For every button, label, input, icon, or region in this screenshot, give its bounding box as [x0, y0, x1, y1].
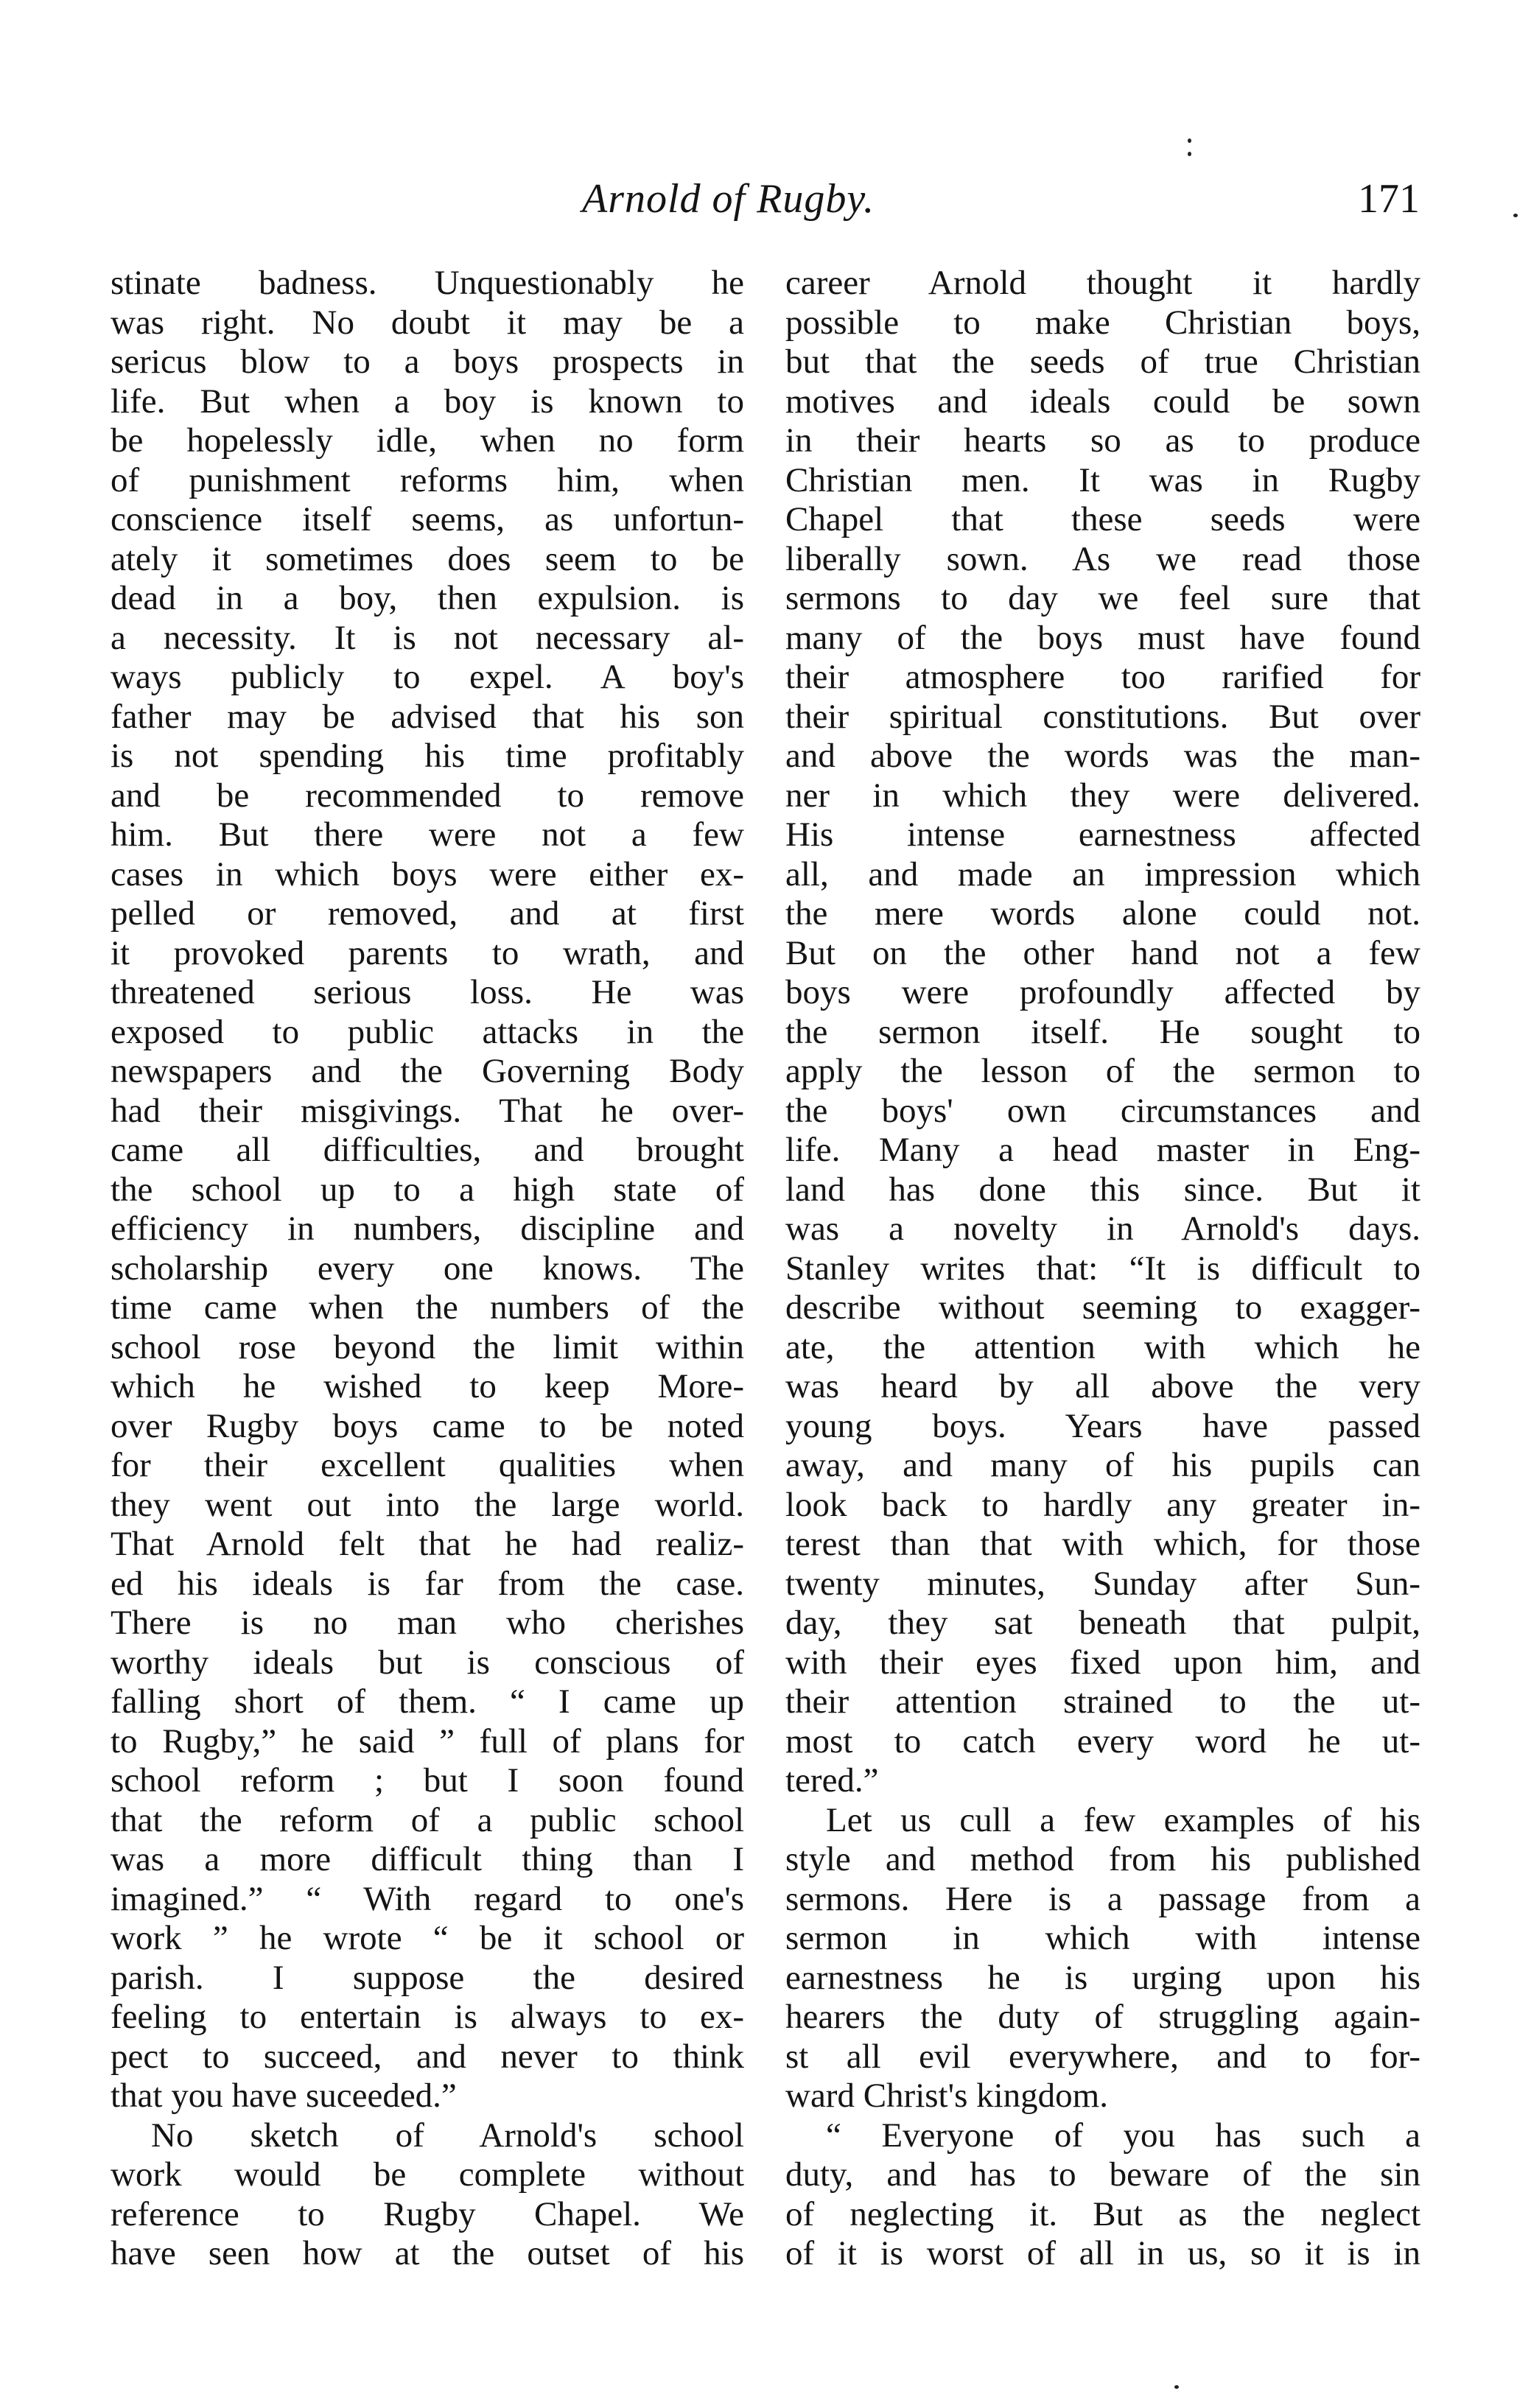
text-line: was a novelty in Arnold's days.: [785, 1210, 1420, 1248]
text-line: but that the seeds of true Christian: [785, 343, 1420, 381]
speck-mark: [1188, 152, 1191, 156]
text-line: No sketch of Arnold's school: [151, 2116, 744, 2155]
text-line: life. Many a head master in Eng-: [785, 1131, 1420, 1169]
text-line: land has done this since. But it: [785, 1170, 1420, 1209]
text-line: ately it sometimes does seem to be: [111, 539, 744, 578]
text-line: dead in a boy, then expulsion. is: [111, 579, 744, 617]
text-line: life. But when a boy is known to: [111, 382, 744, 421]
text-line: earnestness he is urging upon his: [785, 1958, 1420, 1997]
text-line: pect to succeed, and never to think: [111, 2037, 744, 2076]
text-line: sermon in which with intense: [785, 1919, 1420, 1957]
text-line: possible to make Christian boys,: [785, 303, 1420, 342]
text-line: motives and ideals could be sown: [785, 382, 1420, 421]
text-line: was a more difficult thing than I: [111, 1840, 744, 1878]
text-line: look back to hardly any greater in-: [785, 1485, 1420, 1524]
text-line: of neglecting it. But as the neglect: [785, 2194, 1420, 2233]
text-line: tered.”: [785, 1761, 879, 1800]
text-line: and above the words was the man-: [785, 737, 1420, 775]
text-line: career Arnold thought it hardly: [785, 264, 1420, 302]
text-line: newspapers and the Governing Body: [111, 1052, 744, 1090]
running-header: [0, 175, 1531, 242]
text-line: stinate badness. Unquestionably he: [111, 264, 744, 302]
text-line: time came when the numbers of the: [111, 1288, 744, 1327]
text-line: liberally sown. As we read those: [785, 539, 1420, 578]
text-line: their attention strained to the ut-: [785, 1682, 1420, 1721]
text-line: in their hearts so as to produce: [785, 421, 1420, 460]
text-line: was heard by all above the very: [785, 1367, 1420, 1405]
text-line: feeling to entertain is always to ex-: [111, 1998, 744, 2036]
text-line: cases in which boys were either ex-: [111, 854, 744, 894]
text-line: be hopelessly idle, when no form: [111, 421, 744, 460]
text-line: falling short of them. “ I came up: [111, 1682, 744, 1721]
text-line: that you have suceeded.”: [111, 2077, 457, 2115]
text-line: ner in which they were delivered.: [785, 776, 1420, 815]
text-line: their atmosphere too rarified for: [785, 658, 1420, 696]
text-line: the sermon itself. He sought to: [785, 1012, 1420, 1051]
text-line: Let us cull a few examples of his: [826, 1800, 1420, 1839]
text-line: most to catch every word he ut-: [785, 1721, 1420, 1761]
text-line: exposed to public attacks in the: [111, 1012, 744, 1051]
text-line: the mere words alone could not.: [785, 894, 1420, 933]
text-line: But on the other hand not a few: [785, 933, 1420, 972]
running-title: Arnold of Rugby.: [582, 176, 875, 222]
text-line: father may be advised that his son: [111, 697, 744, 736]
text-line: to Rugby,” he said ” full of plans for: [111, 1721, 744, 1761]
text-line: parish. I suppose the desired: [111, 1958, 744, 1997]
text-line: work would be complete without: [111, 2155, 744, 2194]
text-line: away, and many of his pupils can: [785, 1446, 1420, 1484]
text-line: st all evil everywhere, and to for-: [785, 2037, 1420, 2076]
text-line: ate, the attention with which he: [785, 1327, 1420, 1366]
text-line: all, and made an impression which: [785, 854, 1420, 894]
text-line: twenty minutes, Sunday after Sun-: [785, 1564, 1420, 1603]
text-line: they went out into the large world.: [111, 1485, 744, 1524]
text-line: style and method from his published: [785, 1840, 1420, 1878]
text-line: describe without seeming to exagger-: [785, 1288, 1420, 1327]
text-line: young boys. Years have passed: [785, 1406, 1420, 1445]
text-line: Chapel that these seeds were: [785, 500, 1420, 538]
text-line: over Rugby boys came to be noted: [111, 1406, 744, 1445]
speck-mark: [1174, 2385, 1179, 2389]
text-line: terest than that with which, for those: [785, 1525, 1420, 1563]
text-line: of it is worst of all in us, so it is in: [785, 2234, 1420, 2272]
text-line: ways publicly to expel. A boy's: [111, 658, 744, 696]
right-text-column: [785, 264, 1420, 2274]
text-line: it provoked parents to wrath, and: [111, 933, 744, 972]
text-line: That Arnold felt that he had realiz-: [111, 1525, 744, 1563]
text-line: sermons to day we feel sure that: [785, 579, 1420, 617]
text-line: His intense earnestness affected: [785, 815, 1420, 854]
speck-mark: [1188, 138, 1191, 143]
text-line: hearers the duty of struggling again-: [785, 1998, 1420, 2036]
text-line: which he wished to keep More-: [111, 1367, 744, 1405]
text-line: for their excellent qualities when: [111, 1446, 744, 1484]
text-line: Stanley writes that: “It is difficult to: [785, 1249, 1420, 1288]
text-line: pelled or removed, and at first: [111, 894, 744, 933]
text-line: conscience itself seems, as unfortun-: [111, 500, 744, 538]
text-line: apply the lesson of the sermon to: [785, 1052, 1420, 1090]
text-line: is not spending his time profitably: [111, 737, 744, 775]
text-line: the boys' own circumstances and: [785, 1091, 1420, 1130]
text-line: had their misgivings. That he over-: [111, 1091, 744, 1130]
text-line: threatened serious loss. He was: [111, 973, 744, 1011]
text-line: “ Everyone of you has such a: [826, 2116, 1420, 2155]
text-line: have seen how at the outset of his: [111, 2234, 744, 2272]
text-line: There is no man who cherishes: [111, 1604, 744, 1642]
text-line: school rose beyond the limit within: [111, 1327, 744, 1366]
text-line: came all difficulties, and brought: [111, 1131, 744, 1169]
text-line: boys were profoundly affected by: [785, 973, 1420, 1011]
text-line: efficiency in numbers, discipline and: [111, 1210, 744, 1248]
text-line: school reform ; but I soon found: [111, 1761, 744, 1800]
text-line: and be recommended to remove: [111, 776, 744, 815]
text-line: imagined.” “ With regard to one's: [111, 1879, 744, 1918]
text-line: ed his ideals is far from the case.: [111, 1564, 744, 1603]
text-line: him. But there were not a few: [111, 815, 744, 854]
text-line: a necessity. It is not necessary al-: [111, 618, 744, 657]
text-line: that the reform of a public school: [111, 1800, 744, 1839]
text-line: the school up to a high state of: [111, 1170, 744, 1209]
speck-mark: [1513, 214, 1518, 217]
page-number: 171: [1358, 176, 1420, 222]
text-line: reference to Rugby Chapel. We: [111, 2194, 744, 2233]
text-line: duty, and has to beware of the sin: [785, 2155, 1420, 2194]
text-line: worthy ideals but is conscious of: [111, 1643, 744, 1682]
text-line: day, they sat beneath that pulpit,: [785, 1604, 1420, 1642]
text-line: ward Christ's kingdom.: [785, 2077, 1108, 2115]
text-line: sericus blow to a boys prospects in: [111, 343, 744, 381]
text-line: their spiritual constitutions. But over: [785, 697, 1420, 736]
text-line: Christian men. It was in Rugby: [785, 460, 1420, 499]
text-line: with their eyes fixed upon him, and: [785, 1643, 1420, 1682]
text-line: sermons. Here is a passage from a: [785, 1879, 1420, 1918]
text-line: many of the boys must have found: [785, 618, 1420, 657]
text-line: scholarship every one knows. The: [111, 1249, 744, 1288]
text-line: work ” he wrote “ be it school or: [111, 1919, 744, 1957]
text-line: was right. No doubt it may be a: [111, 303, 744, 342]
text-line: of punishment reforms him, when: [111, 460, 744, 499]
left-text-column: [111, 264, 744, 2274]
